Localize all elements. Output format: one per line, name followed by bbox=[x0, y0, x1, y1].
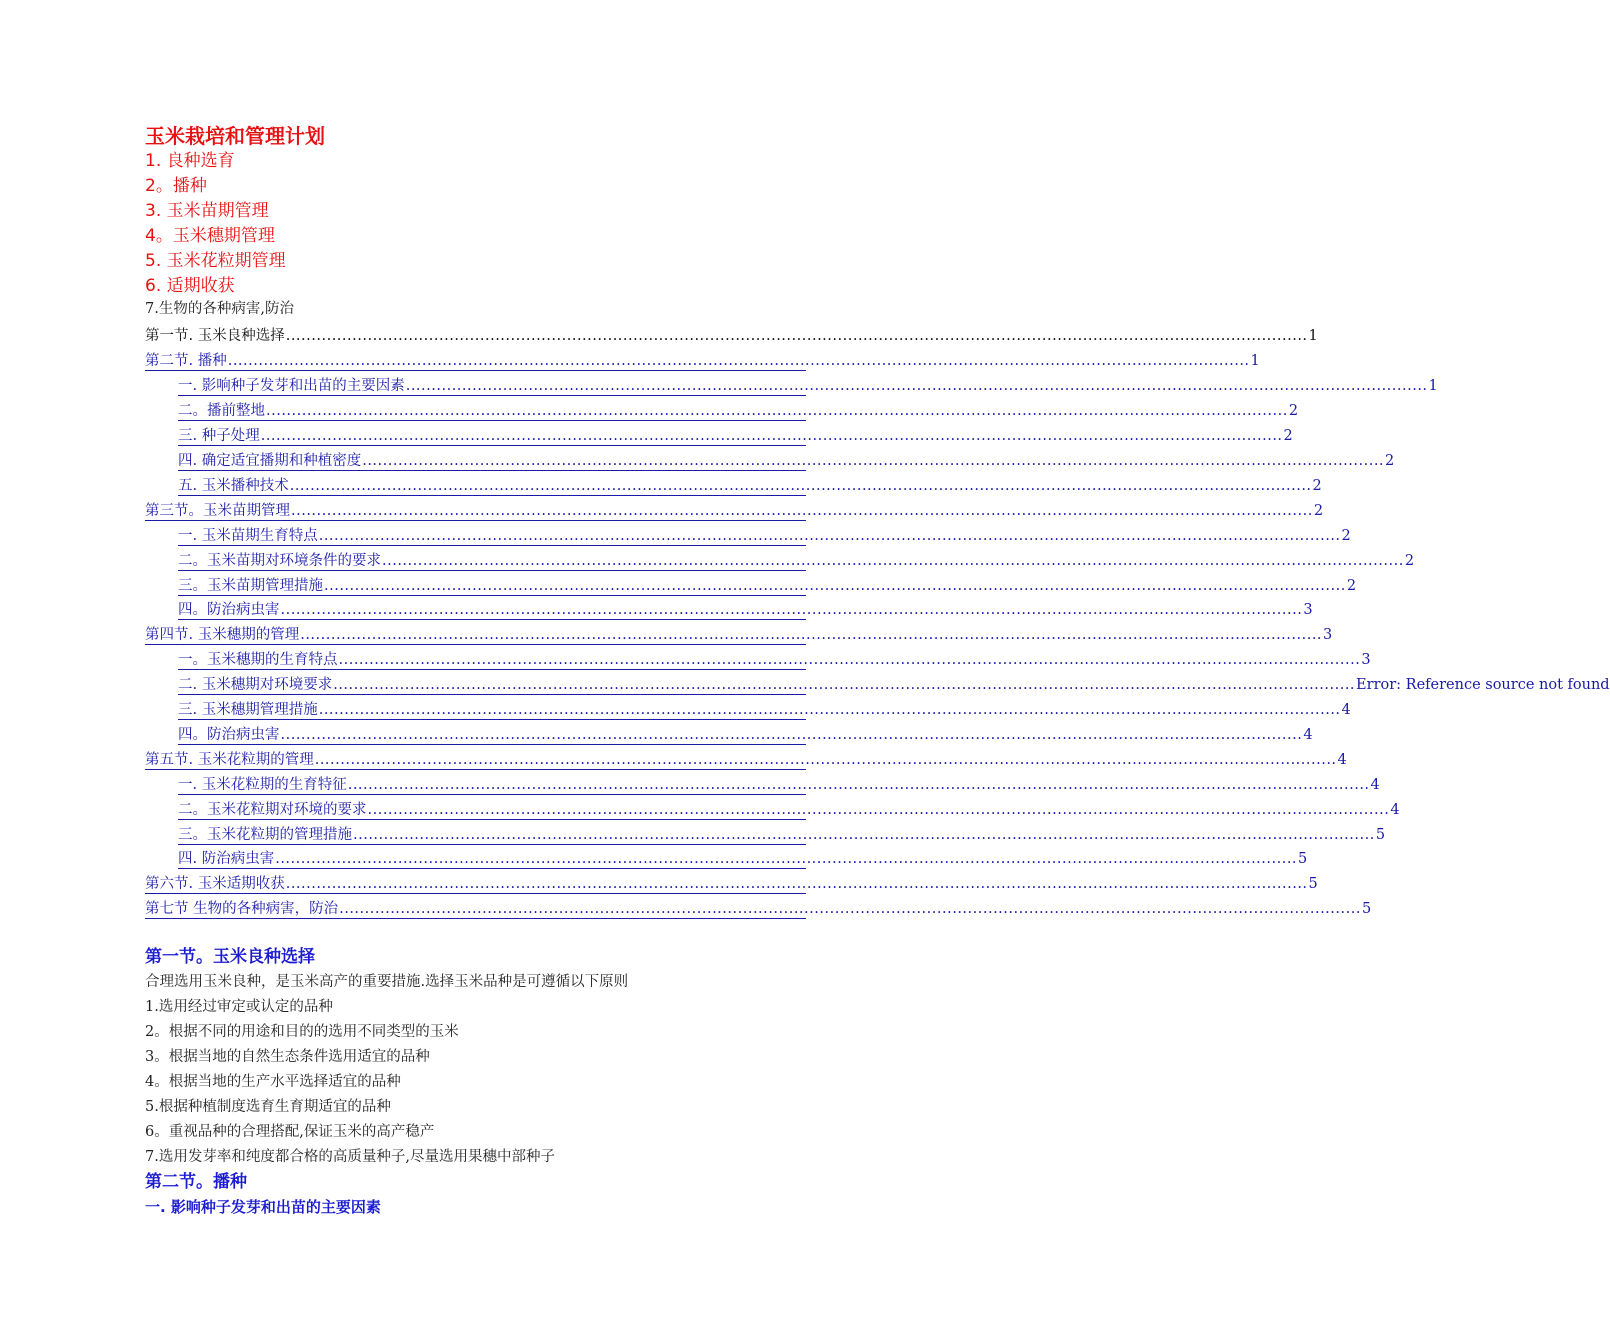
toc-label: 二. 玉米穗期对环境要求 bbox=[178, 677, 333, 693]
toc-label: 五. 玉米播种技术 bbox=[178, 478, 289, 494]
toc-link[interactable] bbox=[178, 674, 1610, 695]
toc-page-number: 5 bbox=[1375, 827, 1386, 843]
toc-page-number: 4 bbox=[1390, 802, 1400, 818]
toc-label: 第四节. 玉米穗期的管理 bbox=[145, 627, 300, 643]
toc-leader: ........................................................................................................................................................................................................ bbox=[318, 702, 1341, 718]
toc-label: 一. 玉米苗期生育特点 bbox=[178, 528, 318, 544]
toc-link[interactable] bbox=[178, 599, 1313, 620]
toc-leader: ........................................................................................................................................................................................................ bbox=[367, 802, 1390, 818]
toc-page-number: 1 bbox=[1308, 328, 1318, 344]
toc-page-number: 5 bbox=[1298, 851, 1308, 867]
toc-link[interactable] bbox=[145, 749, 1347, 770]
toc-page-number: 2 bbox=[1312, 478, 1322, 494]
outline-item: 1. 良种选育 bbox=[145, 151, 235, 171]
toc-leader: ........................................................................................................................................................................................................ bbox=[347, 777, 1370, 793]
toc-link[interactable] bbox=[178, 375, 1438, 396]
outline-item: 2。播种 bbox=[145, 176, 207, 196]
principle-item: 4。根据当地的生产水平选择适宜的品种 bbox=[145, 1074, 401, 1090]
toc-leader: ........................................................................................................................................................................................................ bbox=[291, 503, 1313, 519]
principle-item: 2。根据不同的用途和目的的选用不同类型的玉米 bbox=[145, 1024, 459, 1040]
toc-link[interactable] bbox=[145, 624, 1333, 645]
toc-leader: ........................................................................................................................................................................................................ bbox=[289, 478, 1312, 494]
toc-leader: ........................................................................................................................................................................................................ bbox=[405, 378, 1428, 394]
toc-link[interactable] bbox=[145, 873, 1318, 894]
toc-link[interactable] bbox=[178, 475, 1322, 496]
toc-page-number: 2 bbox=[1313, 503, 1324, 519]
toc-page-number: 2 bbox=[1283, 428, 1293, 444]
toc-leader: ........................................................................................................................................................................................................ bbox=[338, 652, 1361, 668]
toc-label: 第一节. 玉米良种选择 bbox=[145, 328, 285, 344]
toc-leader: ........................................................................................................................................................................................................ bbox=[353, 827, 1375, 843]
toc-leader: ........................................................................................................................................................................................................ bbox=[280, 727, 1303, 743]
outline-item: 5. 玉米花粒期管理 bbox=[145, 251, 286, 271]
toc-label: 四。防治病虫害 bbox=[178, 727, 280, 743]
toc-link[interactable] bbox=[178, 400, 1299, 421]
toc-page-number: 4 bbox=[1337, 752, 1347, 768]
toc-leader: ........................................................................................................................................................................................................ bbox=[227, 353, 1250, 369]
toc-entry[interactable] bbox=[145, 325, 1318, 345]
toc-leader: ........................................................................................................................................................................................................ bbox=[314, 752, 1337, 768]
toc-label: 二。播前整地 bbox=[178, 403, 265, 419]
principle-item: 5.根据种植制度选育生育期适宜的品种 bbox=[145, 1099, 391, 1115]
toc-leader: ........................................................................................................................................................................................................ bbox=[300, 627, 1323, 643]
toc-link[interactable] bbox=[178, 699, 1351, 720]
toc-link[interactable] bbox=[178, 724, 1313, 745]
toc-page-number: 1 bbox=[1428, 378, 1438, 394]
toc-label: 一. 玉米花粒期的生育特征 bbox=[178, 777, 347, 793]
toc-page-number: 2 bbox=[1288, 403, 1299, 419]
section-heading: 第二节。播种 bbox=[145, 1172, 247, 1192]
toc-link[interactable] bbox=[178, 799, 1400, 820]
toc-link[interactable] bbox=[145, 500, 1324, 521]
toc-label: 第七节 生物的各种病害，防治 bbox=[145, 901, 339, 917]
toc-leader: ........................................................................................................................................................................................................ bbox=[333, 677, 1356, 693]
toc-leader: ........................................................................................................................................................................................................ bbox=[382, 553, 1404, 569]
outline-item: 6. 适期收获 bbox=[145, 276, 235, 296]
principle-item: 7.选用发芽率和纯度都合格的高质量种子,尽量选用果穗中部种子 bbox=[145, 1149, 555, 1165]
toc-label: 第三节。玉米苗期管理 bbox=[145, 503, 290, 519]
toc-label: 第五节. 玉米花粒期的管理 bbox=[145, 752, 314, 768]
toc-page-number: 4 bbox=[1341, 702, 1351, 718]
toc-link[interactable] bbox=[178, 425, 1293, 446]
toc-link[interactable] bbox=[178, 450, 1395, 471]
toc-leader: ........................................................................................................................................................................................................ bbox=[362, 453, 1385, 469]
toc-page-number: 5 bbox=[1361, 901, 1372, 917]
toc-page-number: 5 bbox=[1308, 876, 1318, 892]
toc-leader: ........................................................................................................................................................................................................ bbox=[285, 876, 1308, 892]
toc-page-number: 3 bbox=[1323, 627, 1333, 643]
outline-item: 3. 玉米苗期管理 bbox=[145, 201, 269, 221]
toc-page-number: 3 bbox=[1303, 602, 1313, 618]
toc-label: 二。玉米苗期对环境条件的要求 bbox=[178, 553, 381, 569]
outline-item: 4。玉米穗期管理 bbox=[145, 226, 275, 246]
toc-link[interactable] bbox=[178, 848, 1308, 869]
toc-page-number: 4 bbox=[1303, 727, 1313, 743]
toc-link[interactable] bbox=[178, 525, 1351, 546]
toc-label: 一. 影响种子发芽和出苗的主要因素 bbox=[178, 378, 405, 394]
toc-page-number: Error: Reference source not found bbox=[1356, 677, 1610, 693]
toc-label: 四。防治病虫害 bbox=[178, 602, 280, 618]
toc-label: 三. 种子处理 bbox=[178, 428, 260, 444]
toc-label: 三。玉米苗期管理措施 bbox=[178, 578, 323, 594]
toc-page-number: 2 bbox=[1404, 553, 1415, 569]
principle-item: 1.选用经过审定或认定的品种 bbox=[145, 999, 333, 1015]
toc-label: 二。玉米花粒期对环境的要求 bbox=[178, 802, 367, 818]
toc-link[interactable] bbox=[145, 350, 1260, 371]
toc-leader: ........................................................................................................................................................................................................ bbox=[266, 403, 1288, 419]
toc-leader: ........................................................................................................................................................................................................ bbox=[280, 602, 1303, 618]
section-heading: 第一节。玉米良种选择 bbox=[145, 947, 315, 967]
section-intro: 合理选用玉米良种，是玉米高产的重要措施.选择玉米品种是可遵循以下原则 bbox=[145, 974, 629, 990]
toc-link[interactable] bbox=[178, 774, 1380, 795]
principle-item: 6。重视品种的合理搭配,保证玉米的高产稳产 bbox=[145, 1124, 435, 1140]
toc-link[interactable] bbox=[178, 649, 1371, 670]
outline-item-diseases: 7.生物的各种病害,防治 bbox=[145, 301, 294, 317]
document-title: 玉米栽培和管理计划 bbox=[145, 124, 325, 148]
toc-label: 四. 防治病虫害 bbox=[178, 851, 275, 867]
toc-leader: ........................................................................................................................................................................................................ bbox=[260, 428, 1283, 444]
toc-label: 三. 玉米穗期管理措施 bbox=[178, 702, 318, 718]
toc-link[interactable] bbox=[145, 898, 1372, 919]
toc-page-number: 4 bbox=[1370, 777, 1380, 793]
toc-link[interactable] bbox=[178, 575, 1357, 596]
toc-leader: ........................................................................................................................................................................................................ bbox=[275, 851, 1298, 867]
toc-link[interactable] bbox=[178, 824, 1386, 845]
toc-label: 三。玉米花粒期的管理措施 bbox=[178, 827, 352, 843]
toc-leader: ........................................................................................................................................................................................................ bbox=[285, 328, 1308, 344]
toc-label: 一。玉米穗期的生育特点 bbox=[178, 652, 338, 668]
toc-label: 第六节. 玉米适期收获 bbox=[145, 876, 285, 892]
toc-leader: ........................................................................................................................................................................................................ bbox=[318, 528, 1341, 544]
toc-leader: ........................................................................................................................................................................................................ bbox=[324, 578, 1346, 594]
toc-leader: ........................................................................................................................................................................................................ bbox=[339, 901, 1361, 917]
toc-page-number: 2 bbox=[1341, 528, 1351, 544]
toc-page-number: 2 bbox=[1385, 453, 1395, 469]
toc-page-number: 2 bbox=[1346, 578, 1357, 594]
toc-label: 四. 确定适宜播期和种植密度 bbox=[178, 453, 362, 469]
toc-page-number: 1 bbox=[1250, 353, 1260, 369]
toc-link[interactable] bbox=[178, 550, 1415, 571]
subsection-heading: 一. 影响种子发芽和出苗的主要因素 bbox=[145, 1198, 381, 1216]
toc-label: 第二节. 播种 bbox=[145, 353, 227, 369]
toc-page-number: 3 bbox=[1361, 652, 1371, 668]
principle-item: 3。根据当地的自然生态条件选用适宜的品种 bbox=[145, 1049, 430, 1065]
